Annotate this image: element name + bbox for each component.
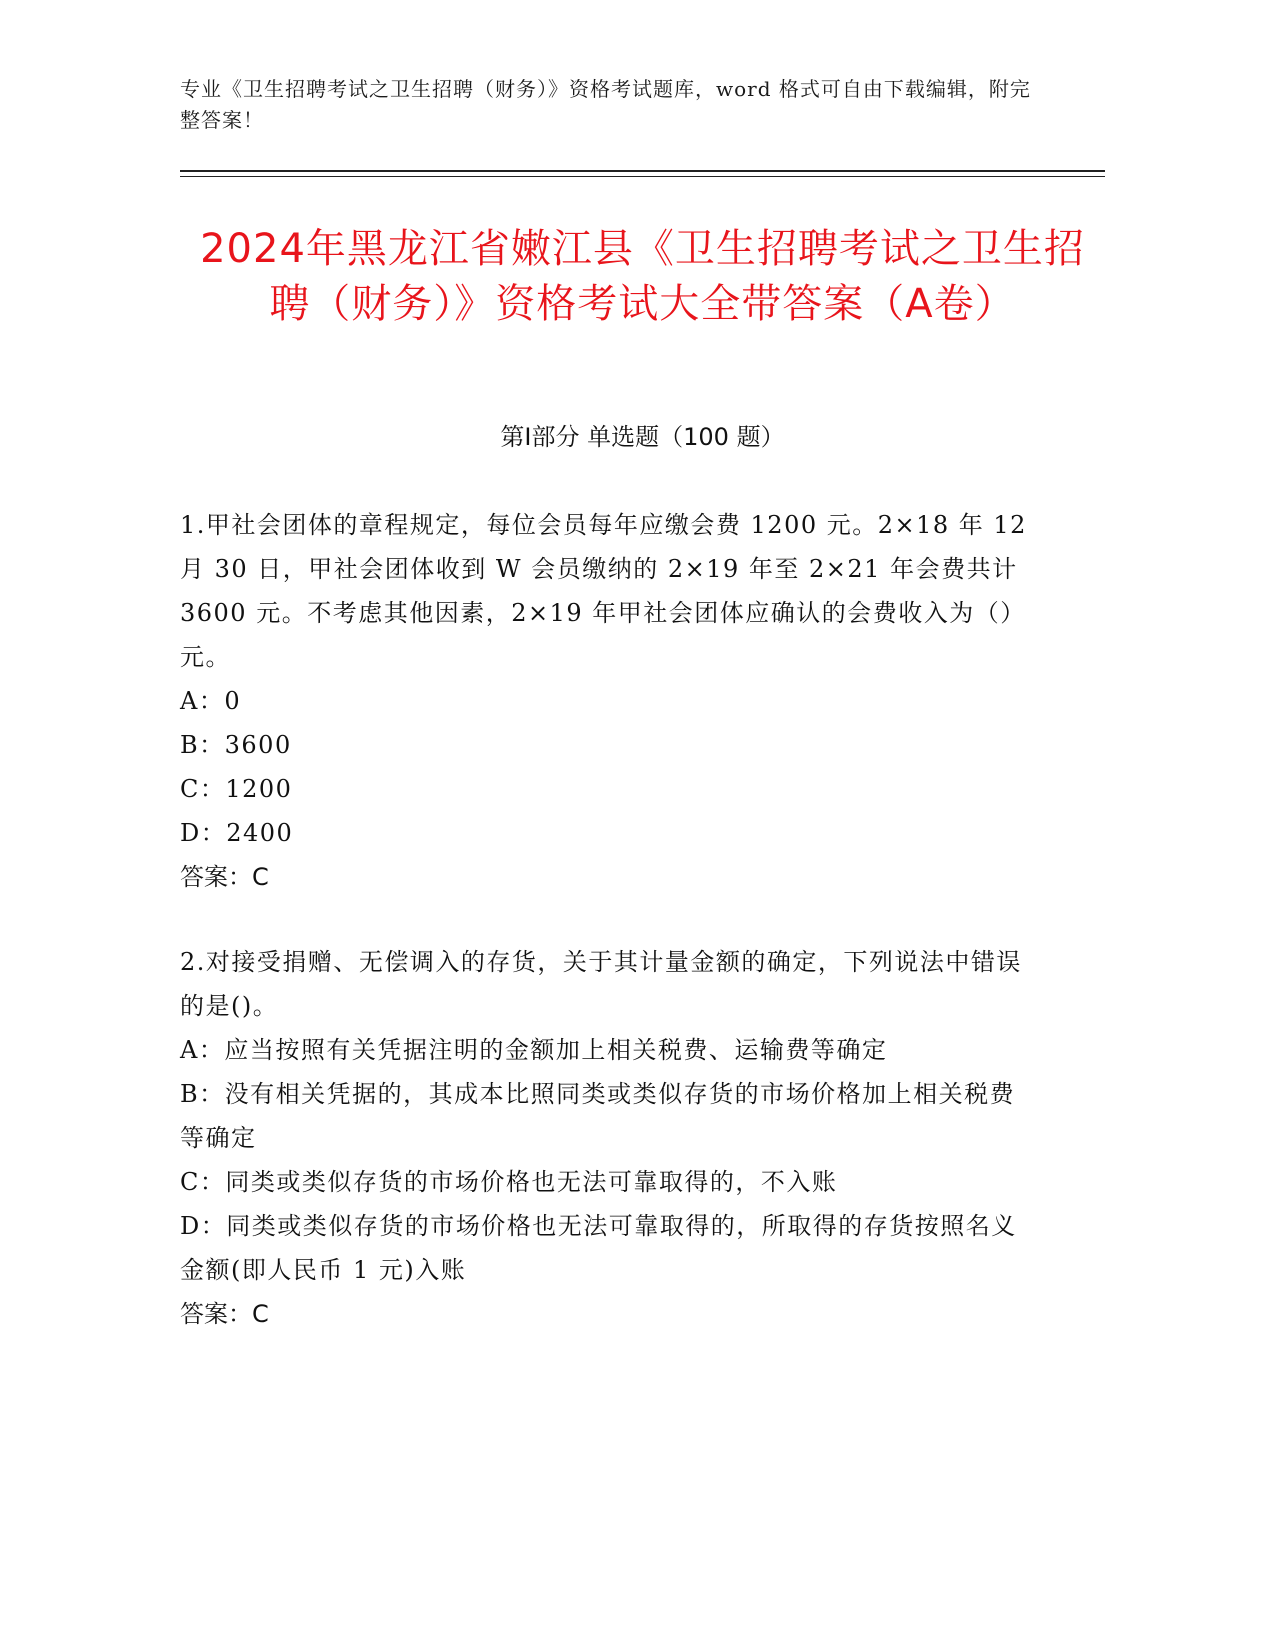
question-2 — [180, 940, 1040, 1336]
header-divider-thin — [180, 176, 1105, 177]
option-b: B：没有相关凭据的，其成本比照同类或类似存货的市场价格加上相关税费等确定 — [180, 1080, 1016, 1152]
option-d: D：同类或类似存货的市场价格也无法可靠取得的，所取得的存货按照名义金额(即人民币 1 元)入账 — [180, 1212, 1017, 1284]
header-divider-thick — [180, 170, 1105, 172]
question-stem: 1.甲社会团体的章程规定，每位会员每年应缴会费 1200 元。2×18 年 12 月 30 日，甲社会团体收到 W 会员缴纳的 2×19 年至 2×21 年会费共计 3600 元。不考虑其他因素，2×19 年甲社会团体应确认的会费收入为（）元。 — [180, 511, 1027, 671]
option-c: C：1200 — [180, 775, 293, 803]
section-title: 第Ⅰ部分 单选题（100 题） — [500, 423, 785, 451]
header-note: 专业《卫生招聘考试之卫生招聘（财务）》资格考试题库，word 格式可自由下载编辑，附完整答案！ — [180, 77, 1031, 132]
option-b: B：3600 — [180, 731, 292, 759]
question-1 — [180, 503, 1040, 899]
document-title: 2024年黑龙江省嫩江县《卫生招聘考试之卫生招聘（财务）》资格考试大全带答案（A卷） — [200, 226, 1085, 327]
option-d: D：2400 — [180, 819, 294, 847]
answer: 答案：C — [180, 863, 269, 891]
option-c: C：同类或类似存货的市场价格也无法可靠取得的，不入账 — [180, 1168, 838, 1196]
question-stem: 2.对接受捐赠、无偿调入的存货，关于其计量金额的确定，下列说法中错误的是()。 — [180, 948, 1022, 1020]
option-a: A：0 — [180, 687, 242, 715]
answer: 答案：C — [180, 1300, 269, 1328]
option-a: A：应当按照有关凭据注明的金额加上相关税费、运输费等确定 — [180, 1036, 888, 1064]
